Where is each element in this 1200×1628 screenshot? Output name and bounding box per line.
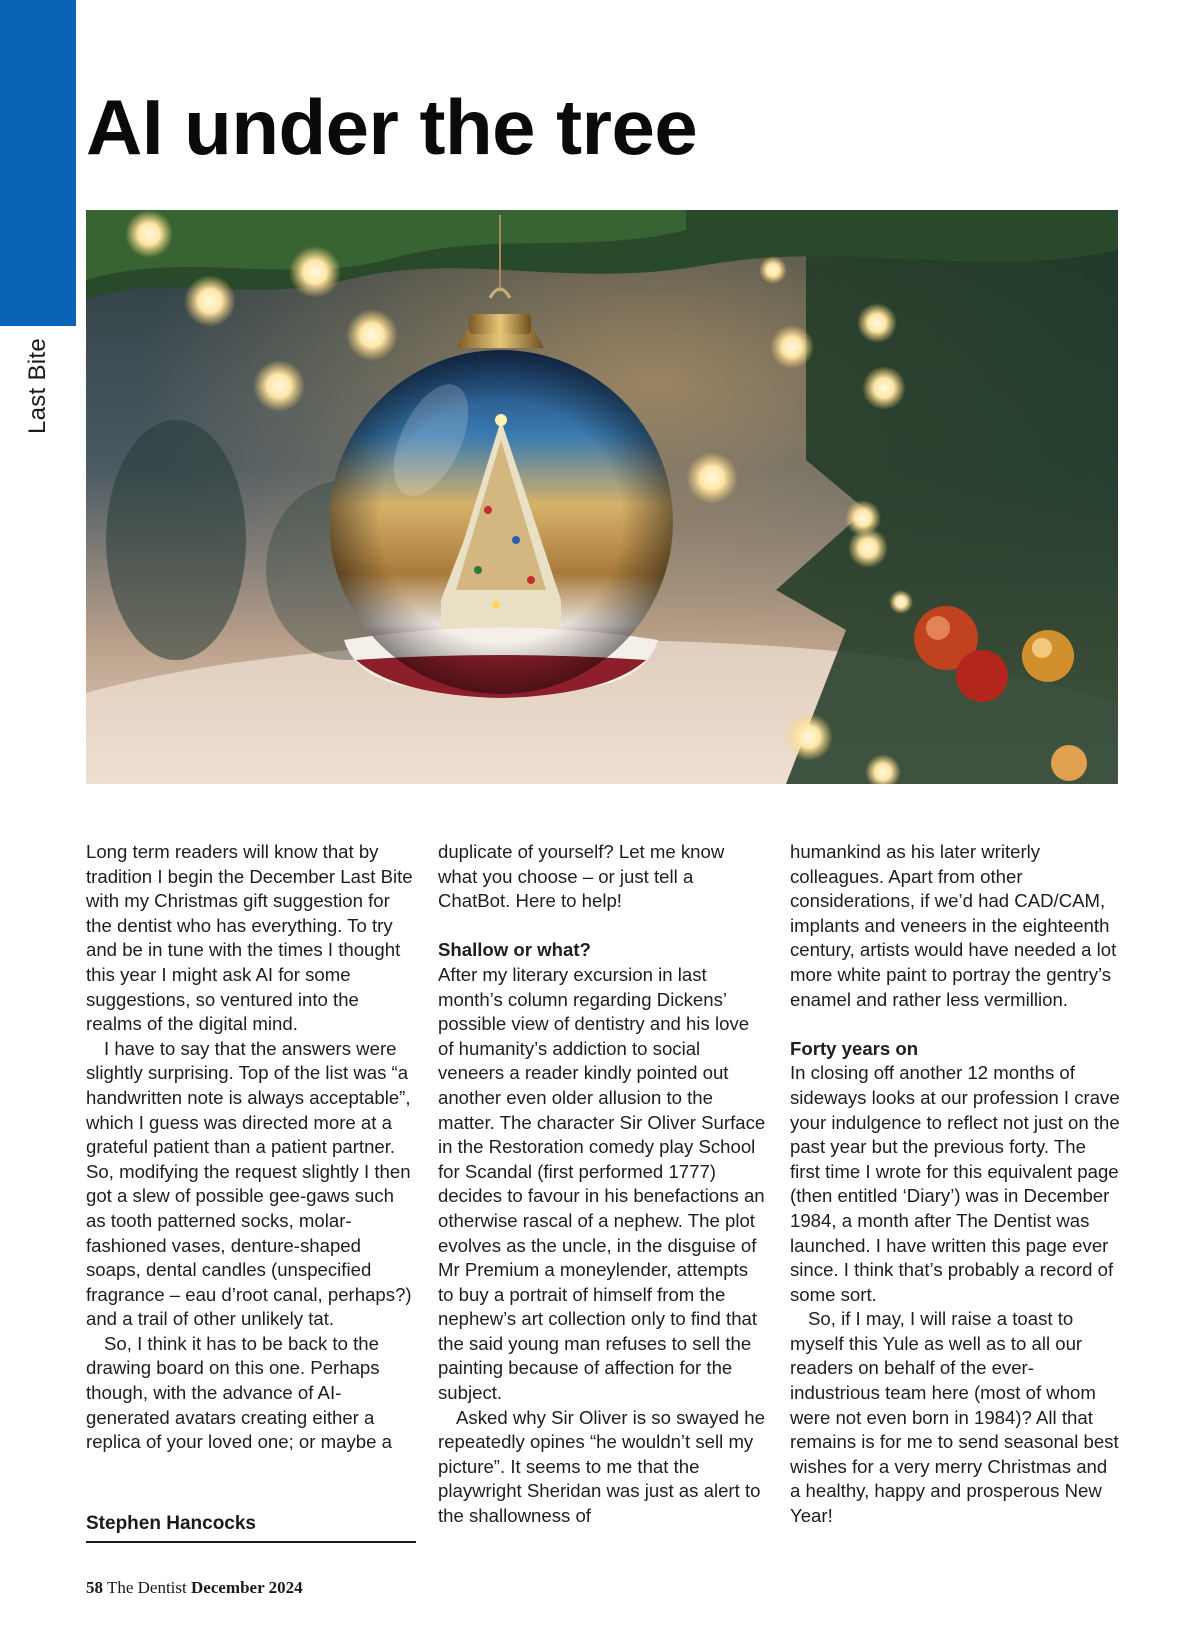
page-footer [86,1578,303,1598]
section-color-tab [0,0,76,326]
article-title: AI under the tree [86,83,698,171]
paragraph: I have to say that the answers were slightly surprising. Top of the list was “a handwritten note is always acceptable”, which I guess was directed more at a grateful patient than a patient partner. So, modifying the request slightly I then got a slew of possible gee-gaws such as tooth patterned socks, molar-fashioned vases, denture-shaped soaps, dental candles (unspecified fragrance – eau d’root canal, perhaps?) and a trail of other unlikely tat. [86,1037,412,1330]
paragraph: So, if I may, I will raise a toast to myself this Yule as well as to all our readers on behalf of the ever-industrious team here (most of whom were not even born in 1984)? All that remains is for me to send seasonal best wishes for a very merry Christmas and a healthy, happy and prosperous New Year! [790,1308,1119,1527]
subheading: Forty years on [790,1037,919,1059]
subheading: Shallow or what? [438,939,591,961]
column-2 [438,840,768,1529]
publication-name: The Dentist [106,1578,187,1597]
paragraph: So, I think it has to be back to the drawing board on this one. Perhaps though, with the advance of AI-generated avatars creating either a replica of your loved one; or maybe a [86,1332,392,1453]
paragraph: Long term readers will know that by tradition I begin the December Last Bite with my Christmas gift suggestion for the dentist who has everything. To try and be in tune with the times I thought this year I might ask AI for some suggestions, so ventured into the realms of the digital mind. [86,841,413,1035]
paragraph: Asked why Sir Oliver is so swayed he repeatedly opines “he wouldn’t sell my picture”. It seems to me that the playwright Sheridan was just as alert to the shallowness of [438,1406,765,1527]
page-number: 58 [86,1578,103,1597]
hero-image [86,210,1118,784]
paragraph: humankind as his later writerly colleagues. Apart from other considerations, if we’d had CAD/CAM, implants and veneers in the eighteenth century, artists would have needed a lot more white paint to portray the gentry’s enamel and rather less vermillion. [790,841,1117,1010]
column-1 [86,840,416,1455]
paragraph: In closing off another 12 months of sideways looks at our profession I crave your indulgence to reflect not just on the past year but the previous forty. The first time I wrote for this equivalent page (then entitled ‘Diary’) was in December 1984, a month after The Dentist was launched. I have written this page ever since. I think that’s probably a record of some sort. [790,1062,1120,1305]
author-byline: Stephen Hancocks [86,1513,416,1543]
paragraph: duplicate of yourself? Let me know what you choose – or just tell a ChatBot. Here to help! [438,841,725,912]
issue-date: December 2024 [191,1578,303,1597]
paragraph: After my literary excursion in last month’s column regarding Dickens’ possible view of dentistry and his love of humanity’s addiction to social veneers a reader kindly pointed out another even older allusion to the matter. The character Sir Oliver Surface in the Restoration comedy play School for Scandal (first performed 1777) decides to favour in his benefactions an otherwise rascal of a nephew. The plot evolves as the uncle, in the disguise of Mr Premium a moneylender, attempts to buy a portrait of himself from the nephew’s art collection only to find that the said young man refuses to sell the painting because of affection for the subject. [438,963,766,1404]
section-label: Last Bite [24,337,51,435]
column-3 [790,840,1120,1529]
